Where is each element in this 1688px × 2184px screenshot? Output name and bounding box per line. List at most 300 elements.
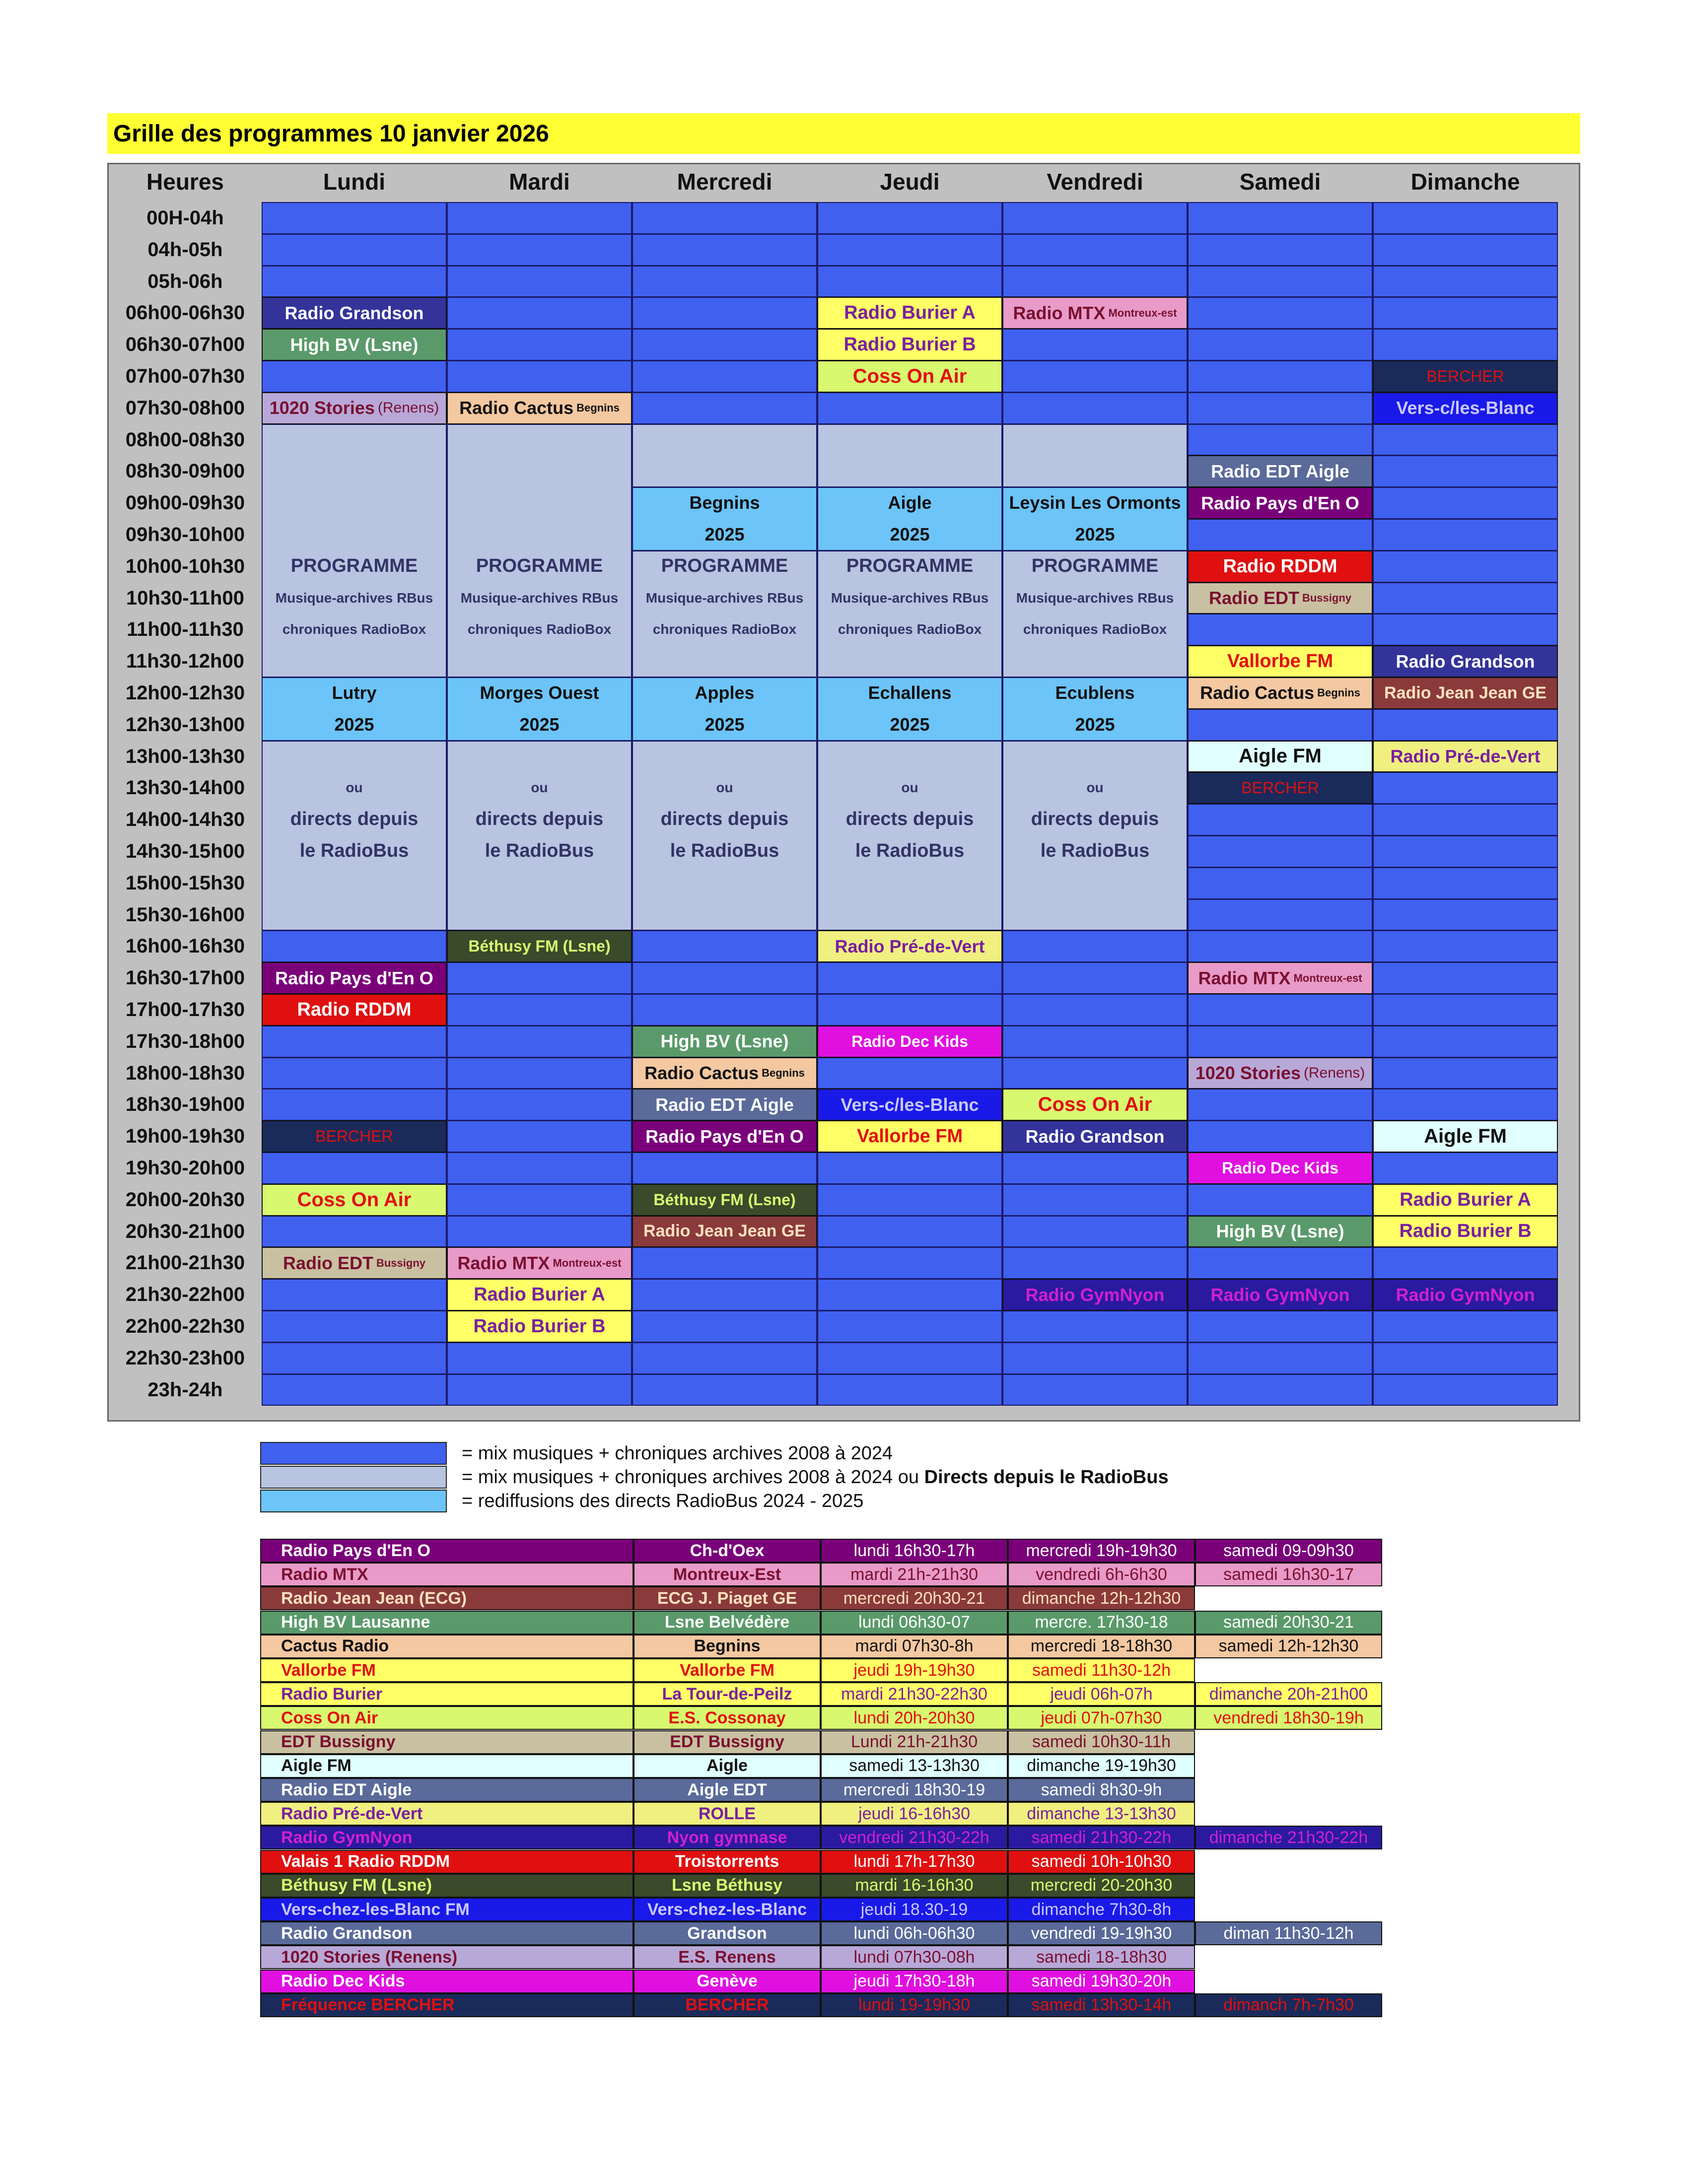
legend-label: = mix musiques + chroniques archives 2008 à 2024 — [462, 1443, 893, 1464]
schedule-cell — [1373, 582, 1558, 614]
schedule-cell — [1188, 994, 1373, 1026]
program-slot[interactable] — [1188, 487, 1373, 519]
schedule-cell — [632, 1152, 817, 1184]
schedule-cell — [1188, 392, 1373, 424]
station-broadcast-time: mardi 21h-21h30 — [821, 1563, 1008, 1586]
block-text: Morges Ouest — [480, 682, 599, 703]
station-row — [260, 1563, 1382, 1586]
schedule-cell — [1188, 835, 1373, 868]
program-label: Radio EDT Aigle — [1211, 461, 1349, 481]
time-slot-label: 08h30-09h00 — [125, 460, 245, 482]
program-label: Béthusy FM (Lsne) — [653, 1190, 796, 1209]
schedule-cell — [1373, 329, 1558, 361]
station-broadcast-time: dimanche 13-13h30 — [1008, 1802, 1195, 1826]
station-broadcast-time: mardi 21h30-22h30 — [821, 1682, 1008, 1706]
schedule-cell — [1373, 867, 1558, 899]
program-label: Radio Pays d'En O — [645, 1126, 804, 1147]
program-slot[interactable] — [1188, 1057, 1373, 1090]
schedule-cell — [1002, 234, 1188, 266]
legend-label: = mix musiques + chroniques archives 2008 à 2024 ou — [462, 1467, 924, 1488]
program-slot[interactable] — [1373, 1184, 1558, 1216]
time-slot-label: 11h00-11h30 — [127, 618, 244, 641]
program-label: Radio EDT — [282, 1252, 373, 1273]
block-text: le RadioBus — [299, 840, 409, 861]
station-row — [260, 1754, 1382, 1778]
station-name: Coss On Air — [260, 1706, 633, 1730]
station-location: Nyon gymnase — [633, 1826, 821, 1849]
program-label: Radio Burier A — [844, 302, 976, 324]
program-slot[interactable] — [262, 1184, 447, 1216]
program-label: Radio MTX — [457, 1252, 550, 1273]
station-broadcast-time: mercredi 18-18h30 — [1008, 1635, 1195, 1658]
time-slot-label: 14h00-14h30 — [125, 809, 245, 831]
schedule-cell — [1002, 360, 1188, 393]
station-broadcast-time: vendredi 21h30-22h — [821, 1826, 1008, 1849]
schedule-cell — [1002, 1247, 1188, 1279]
program-slot[interactable] — [817, 1120, 1002, 1153]
schedule-cell — [1188, 1310, 1373, 1343]
time-slot-label: 10h30-11h00 — [126, 587, 244, 609]
station-name: Radio Pré-de-Vert — [260, 1802, 633, 1826]
station-broadcast-time: dimanche 12h-12h30 — [1008, 1586, 1195, 1610]
station-broadcast-time: samedi 18-18h30 — [1008, 1945, 1195, 1969]
block-text: 2025 — [1075, 714, 1115, 735]
program-slot[interactable] — [1188, 1216, 1373, 1248]
program-slot[interactable] — [1188, 741, 1373, 773]
time-slot-label: 12h00-12h30 — [125, 682, 245, 704]
station-broadcast-time: samedi 09-09h30 — [1195, 1539, 1382, 1563]
schedule-cell — [447, 1057, 632, 1090]
schedule-cell — [632, 1279, 817, 1311]
column-header: Jeudi — [880, 169, 940, 195]
legend-swatch — [260, 1466, 447, 1489]
program-slot[interactable] — [262, 392, 447, 424]
program-slot[interactable] — [1188, 582, 1373, 614]
program-label: Béthusy FM (Lsne) — [468, 937, 611, 956]
schedule-cell — [1188, 329, 1373, 361]
station-broadcast-time: dimanche 20h-21h00 — [1195, 1682, 1382, 1706]
schedule-cell — [1002, 202, 1188, 234]
station-broadcast-time: samedi 20h30-21 — [1195, 1611, 1382, 1635]
time-slot-label: 13h00-13h30 — [125, 745, 245, 767]
time-slot-label: 23h-24h — [147, 1378, 223, 1401]
schedule-cell — [262, 360, 447, 393]
program-label: Radio Jean Jean GE — [1384, 683, 1547, 702]
program-slot[interactable] — [262, 297, 447, 329]
schedule-cell — [1373, 614, 1558, 646]
station-broadcast-time: mercredi 19h-19h30 — [1008, 1539, 1195, 1563]
block-text: le RadioBus — [1040, 840, 1150, 861]
program-label: Radio MTX — [1198, 967, 1291, 988]
time-slot-label: 09h30-10h00 — [125, 524, 245, 546]
time-slot-label: 09h00-09h30 — [125, 492, 245, 514]
station-broadcast-time: samedi 11h30-12h — [1008, 1658, 1195, 1682]
station-name: Fréquence BERCHER — [260, 1993, 633, 2017]
program-slot[interactable] — [447, 1279, 632, 1311]
legend-swatch — [260, 1442, 447, 1465]
block-text: Musique-archives RBus — [1016, 590, 1174, 606]
schedule-cell — [632, 392, 817, 424]
schedule-cell — [632, 1342, 817, 1374]
schedule-cell — [1002, 1057, 1188, 1090]
program-slot[interactable] — [817, 360, 1002, 393]
program-slot[interactable] — [1373, 392, 1558, 424]
block-text: 2025 — [334, 714, 374, 735]
station-broadcast-time: diman 11h30-12h — [1195, 1921, 1382, 1945]
schedule-cell — [1188, 360, 1373, 393]
block-text: 2025 — [1075, 524, 1115, 545]
block-text: directs depuis — [845, 809, 974, 830]
program-slot[interactable] — [447, 1247, 632, 1279]
schedule-cell — [632, 297, 817, 329]
time-slot-label: 10h00-10h30 — [125, 555, 245, 577]
schedule-cell — [817, 1247, 1002, 1279]
program-slot[interactable] — [447, 392, 632, 424]
program-slot[interactable] — [632, 1057, 817, 1090]
station-name: Radio GymNyon — [260, 1826, 633, 1849]
station-name: Radio MTX — [260, 1563, 633, 1586]
time-slot-label: 16h00-16h30 — [125, 935, 245, 957]
schedule-cell — [262, 930, 447, 962]
schedule-cell — [1002, 962, 1188, 994]
station-location: Ch-d'Oex — [633, 1539, 821, 1563]
station-row — [260, 1730, 1382, 1754]
schedule-cell — [1188, 709, 1373, 741]
schedule-cell — [817, 1152, 1002, 1184]
legend-swatch — [260, 1490, 447, 1512]
station-broadcast-time: samedi 21h30-22h — [1008, 1826, 1195, 1849]
program-slot[interactable] — [1373, 1120, 1558, 1153]
schedule-cell — [447, 360, 632, 393]
station-row — [260, 1921, 1382, 1945]
station-broadcast-time: lundi 16h30-17h — [821, 1539, 1008, 1563]
program-slot[interactable] — [1188, 550, 1373, 583]
station-broadcast-time: mardi 16-16h30 — [821, 1874, 1008, 1898]
column-header: Vendredi — [1047, 169, 1143, 195]
station-broadcast-time: samedi 16h30-17 — [1195, 1563, 1382, 1586]
program-slot[interactable] — [632, 1184, 817, 1216]
time-slot-label: 19h30-20h00 — [125, 1157, 245, 1179]
station-broadcast-time: samedi 13h30-14h — [1008, 1993, 1195, 2017]
schedule-cell — [262, 266, 447, 298]
schedule-cell — [1373, 266, 1558, 298]
block-text: ou — [716, 780, 733, 796]
program-slot[interactable] — [1373, 1216, 1558, 1248]
time-slot-label: 06h00-06h30 — [125, 302, 245, 324]
schedule-cell — [1373, 930, 1558, 962]
program-slot[interactable] — [447, 930, 632, 962]
block-text: le RadioBus — [485, 840, 594, 861]
station-broadcast-time: jeudi 07h-07h30 — [1008, 1706, 1195, 1730]
block-text: Lutry — [332, 682, 377, 703]
schedule-cell — [1373, 1025, 1558, 1058]
block-text: chroniques RadioBox — [282, 621, 426, 637]
schedule-cell — [1373, 1152, 1558, 1184]
block-text: chroniques RadioBox — [838, 621, 982, 637]
station-location: ECG J. Piaget GE — [633, 1586, 821, 1610]
schedule-cell — [447, 962, 632, 994]
station-location: Lsne Béthusy — [633, 1874, 821, 1898]
schedule-cell — [1188, 519, 1373, 551]
block-text: Musique-archives RBus — [460, 590, 619, 606]
schedule-cell — [1188, 1120, 1373, 1153]
station-name: Radio EDT Aigle — [260, 1778, 633, 1802]
program-slot[interactable] — [1188, 772, 1373, 804]
block-text: 2025 — [890, 524, 930, 545]
station-broadcast-time: lundi 06h-06h30 — [821, 1921, 1008, 1945]
schedule-cell — [262, 1025, 447, 1058]
time-slot-label: 15h30-16h00 — [125, 903, 245, 926]
program-slot[interactable] — [1373, 645, 1558, 678]
schedule-cell — [1002, 266, 1188, 298]
time-slot-label: 18h30-19h00 — [125, 1093, 245, 1116]
program-label: 1020 Stories — [1195, 1062, 1301, 1083]
station-broadcast-time: lundi 19-19h30 — [821, 1993, 1008, 2017]
station-location: La Tour-de-Peilz — [633, 1682, 821, 1706]
program-label: BERCHER — [315, 1127, 393, 1146]
schedule-cell — [1188, 614, 1373, 646]
station-broadcast-time: mercredi 18h30-19 — [821, 1778, 1008, 1802]
schedule-cell — [1002, 994, 1188, 1026]
schedule-cell — [262, 1152, 447, 1184]
schedule-cell — [447, 1120, 632, 1153]
schedule-cell — [1188, 1374, 1373, 1406]
program-label: Coss On Air — [1038, 1093, 1152, 1116]
station-broadcast-time: jeudi 06h-07h — [1008, 1682, 1195, 1706]
schedule-cell — [817, 1374, 1002, 1406]
station-broadcast-time: mercredi 20h30-21 — [821, 1586, 1008, 1610]
legend-text — [462, 1443, 893, 1464]
block-text: Musique-archives RBus — [831, 590, 989, 606]
program-label: Radio Dec Kids — [851, 1032, 968, 1050]
program-slot[interactable] — [1188, 677, 1373, 709]
station-broadcast-time: samedi 10h-10h30 — [1008, 1850, 1195, 1874]
program-slot[interactable] — [447, 1310, 632, 1343]
station-row — [260, 1706, 1382, 1730]
time-slot-label: 15h00-15h30 — [125, 872, 245, 894]
schedule-cell — [817, 1342, 1002, 1374]
station-broadcast-time: vendredi 18h30-19h — [1195, 1706, 1382, 1730]
station-row — [260, 1802, 1382, 1826]
program-label: Radio MTX — [1013, 302, 1106, 323]
schedule-cell — [1188, 424, 1373, 456]
time-slot-label: 21h00-21h30 — [125, 1252, 245, 1274]
program-slot[interactable] — [632, 1120, 817, 1153]
schedule-cell — [1373, 1089, 1558, 1121]
program-slot[interactable] — [1002, 1279, 1188, 1311]
schedule-grid — [107, 163, 1580, 1422]
program-slot[interactable] — [262, 962, 447, 994]
program-slot[interactable] — [1188, 455, 1373, 487]
program-label: 1020 Stories — [269, 398, 375, 418]
time-slot-label: 14h30-15h00 — [125, 840, 245, 862]
station-location: Lsne Belvédère — [633, 1611, 821, 1635]
column-header: Heures — [146, 169, 224, 195]
station-broadcast-time: lundi 20h-20h30 — [821, 1706, 1008, 1730]
program-label: Radio Pré-de-Vert — [1390, 746, 1541, 766]
station-name: Cactus Radio — [260, 1635, 633, 1658]
program-label: High BV (Lsne) — [1216, 1221, 1344, 1241]
program-block — [817, 424, 1002, 488]
schedule-cell — [1373, 519, 1558, 551]
block-text: chroniques RadioBox — [467, 621, 612, 637]
program-label: Radio Grandson — [284, 302, 424, 323]
program-label: Radio Cactus — [1200, 682, 1315, 703]
station-broadcast-time: jeudi 17h30-18h — [821, 1970, 1008, 1993]
schedule-cell — [447, 1025, 632, 1058]
station-name: Aigle FM — [260, 1754, 633, 1778]
program-slot[interactable] — [817, 930, 1002, 962]
schedule-cell — [262, 1310, 447, 1343]
program-slot[interactable] — [1002, 1120, 1188, 1153]
station-name: Radio Grandson — [260, 1921, 633, 1945]
program-label: Radio Cactus — [644, 1062, 759, 1083]
schedule-cell — [1188, 297, 1373, 329]
program-slot[interactable] — [817, 329, 1002, 361]
schedule-cell — [1373, 709, 1558, 741]
schedule-cell — [1002, 930, 1188, 962]
block-text: directs depuis — [1031, 809, 1159, 830]
block-text: 2025 — [890, 714, 930, 735]
station-location: E.S. Cossonay — [633, 1706, 821, 1730]
program-label: Radio RDDM — [1223, 555, 1337, 577]
column-header: Samedi — [1239, 169, 1321, 195]
program-slot[interactable] — [262, 1247, 447, 1279]
schedule-cell — [1373, 1342, 1558, 1374]
program-location: Begnins — [1317, 686, 1360, 699]
program-slot[interactable] — [817, 1089, 1002, 1121]
schedule-cell — [817, 1279, 1002, 1311]
schedule-cell — [1373, 1310, 1558, 1343]
station-row — [260, 1658, 1382, 1682]
block-text: Apples — [695, 682, 755, 703]
program-label: Radio Burier A — [474, 1284, 605, 1305]
station-row — [260, 1874, 1382, 1898]
station-broadcast-time: mercredi 20-20h30 — [1008, 1874, 1195, 1898]
schedule-cell — [1002, 1374, 1188, 1406]
station-location: Grandson — [633, 1921, 821, 1945]
program-slot[interactable] — [632, 1216, 817, 1248]
schedule-cell — [1188, 234, 1373, 266]
program-slot[interactable] — [1188, 962, 1373, 994]
program-slot[interactable] — [262, 994, 447, 1026]
program-slot[interactable] — [632, 1089, 817, 1121]
station-name: High BV Lausanne — [260, 1611, 633, 1635]
station-broadcast-time: vendredi 19-19h30 — [1008, 1921, 1195, 1945]
program-slot[interactable] — [1373, 677, 1558, 709]
station-location: Vers-chez-les-Blanc — [633, 1898, 821, 1921]
station-broadcast-time: Lundi 21h-21h30 — [821, 1730, 1008, 1754]
schedule-cell — [1188, 1184, 1373, 1216]
program-slot[interactable] — [1373, 741, 1558, 773]
station-broadcast-time: dimanche 7h30-8h — [1008, 1898, 1195, 1921]
program-slot[interactable] — [1002, 1089, 1188, 1121]
station-row — [260, 1611, 1382, 1635]
schedule-cell — [817, 962, 1002, 994]
legend-text — [462, 1491, 863, 1512]
schedule-cell — [632, 1310, 817, 1343]
time-slot-label: 12h30-13h00 — [125, 713, 245, 736]
schedule-cell — [262, 1279, 447, 1311]
block-text: ou — [531, 780, 548, 796]
program-label: Radio Pays d'En O — [1201, 492, 1359, 513]
program-label: Radio Dec Kids — [1222, 1159, 1338, 1177]
schedule-cell — [1373, 202, 1558, 234]
schedule-cell — [1373, 1057, 1558, 1090]
legend-label: = rediffusions des directs RadioBus 2024 - 2025 — [462, 1491, 864, 1511]
schedule-cell — [1373, 424, 1558, 456]
schedule-cell — [632, 202, 817, 234]
program-slot[interactable] — [1188, 1152, 1373, 1184]
program-location: Bussigny — [376, 1256, 426, 1269]
program-label: High BV (Lsne) — [660, 1031, 789, 1052]
time-slot-label: 21h30-22h00 — [125, 1284, 245, 1306]
block-text: Leysin Les Ormonts — [1009, 492, 1181, 513]
program-slot[interactable] — [262, 329, 447, 361]
block-text: 2025 — [519, 714, 560, 735]
program-slot[interactable] — [1002, 297, 1188, 329]
station-location: Troistorrents — [633, 1850, 821, 1874]
program-slot[interactable] — [1373, 360, 1558, 393]
program-label: Vallorbe FM — [1227, 651, 1334, 672]
station-broadcast-time: lundi 07h30-08h — [821, 1945, 1008, 1969]
program-slot[interactable] — [817, 1025, 1002, 1058]
schedule-cell — [1188, 1089, 1373, 1121]
program-label: Vers-c/les-Blanc — [841, 1094, 979, 1115]
program-slot[interactable] — [1188, 645, 1373, 678]
block-text: directs depuis — [290, 809, 419, 830]
station-location: Vallorbe FM — [633, 1658, 821, 1682]
station-broadcast-time: jeudi 18.30-19 — [821, 1898, 1008, 1921]
station-broadcast-time: samedi 13-13h30 — [821, 1754, 1008, 1778]
program-label: Radio GymNyon — [1396, 1284, 1535, 1305]
station-broadcast-time: samedi 19h30-20h — [1008, 1970, 1195, 1993]
program-slot[interactable] — [1373, 1279, 1558, 1311]
schedule-cell — [632, 1374, 817, 1406]
program-slot[interactable] — [262, 1120, 447, 1153]
schedule-cell — [262, 1057, 447, 1090]
program-location: Montreux-est — [553, 1256, 622, 1269]
station-broadcast-time: dimanche 21h30-22h — [1195, 1826, 1382, 1849]
program-label: High BV (Lsne) — [290, 334, 419, 355]
program-slot[interactable] — [817, 297, 1002, 329]
schedule-cell — [262, 234, 447, 266]
program-location: (Renens) — [377, 400, 439, 416]
schedule-cell — [447, 1152, 632, 1184]
station-row — [260, 1850, 1382, 1874]
schedule-cell — [1002, 1216, 1188, 1248]
station-name: Radio Burier — [260, 1682, 633, 1706]
schedule-cell — [632, 962, 817, 994]
time-slot-label: 07h00-07h30 — [125, 365, 245, 387]
program-label: Radio RDDM — [297, 999, 412, 1020]
program-slot[interactable] — [1188, 1279, 1373, 1311]
program-slot[interactable] — [632, 1025, 817, 1058]
program-label: Radio Grandson — [1396, 651, 1535, 672]
station-name: EDT Bussigny — [260, 1730, 633, 1754]
program-label: Vallorbe FM — [856, 1126, 963, 1147]
time-slot-label: 17h30-18h00 — [125, 1030, 245, 1052]
station-name: Valais 1 Radio RDDM — [260, 1850, 633, 1874]
time-slot-label: 13h30-14h00 — [125, 777, 245, 799]
station-broadcast-time: samedi 12h-12h30 — [1195, 1635, 1382, 1658]
time-slot-label: 20h00-20h30 — [125, 1188, 245, 1211]
program-label: Radio Burier A — [1400, 1189, 1531, 1210]
schedule-cell — [447, 234, 632, 266]
schedule-cell — [447, 329, 632, 361]
station-name: 1020 Stories (Renens) — [260, 1945, 633, 1969]
program-label: Aigle FM — [1239, 745, 1322, 767]
